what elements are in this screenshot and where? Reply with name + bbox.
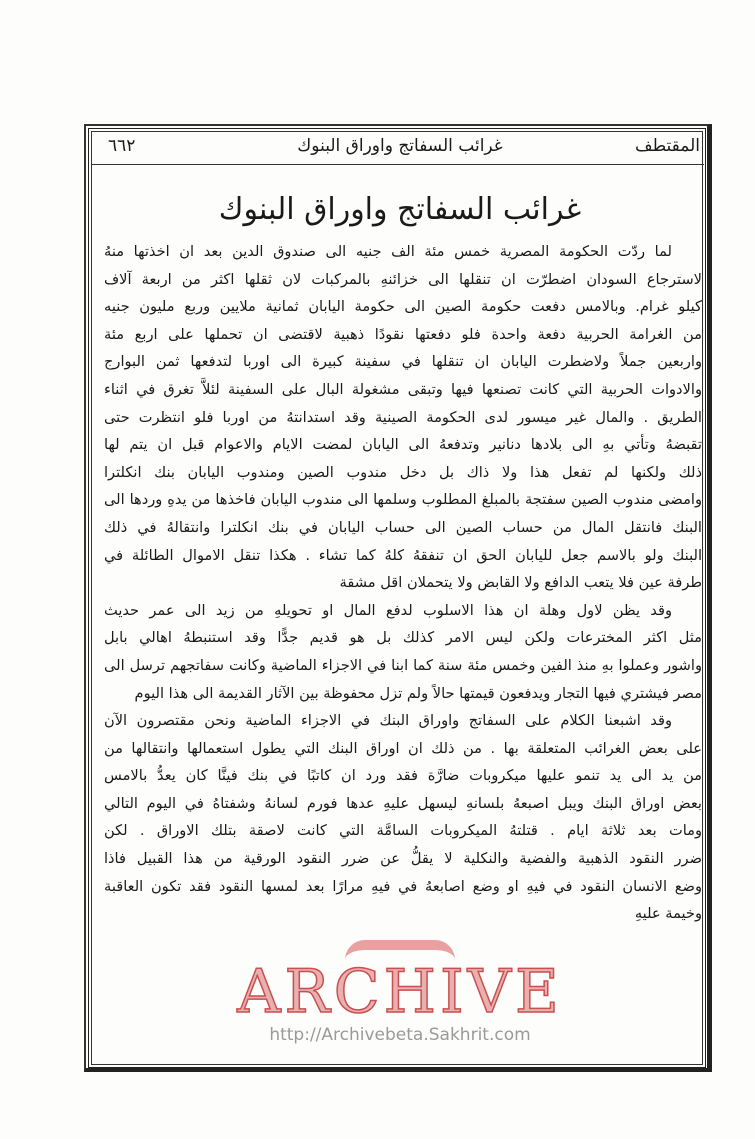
text-line: لاسترجاع السودان اضطرّت ان تنقلها الى خزائنهِ بالمركبات لان ثقلها اكثر من اربعة آلاف [104, 270, 702, 288]
text-line: من يد الى يد تنمو عليها ميكروبات ضارَّة فقد ورد ان كاتبًا في بنك فينَّا كان يعدُّ بالامس [104, 767, 702, 785]
text-line: وخيمة عليهِ [634, 905, 702, 923]
text-line: مثل اكثر المخترعات ولكن ليس الامر كذلك بل هو قديم جدًّا وقد استنبطهُ اهالي بابل [104, 629, 702, 647]
text-line: وقد يظن لاول وهلة ان هذا الاسلوب لدفع المال او تحويلهِ من زيد الى عمر حديث [104, 601, 672, 619]
text-line: على بعض الغرائب المتعلقة بها . من ذلك ان اوراق البنك التي يطول استعمالها وانتقالها من [104, 739, 702, 757]
article-body [104, 238, 702, 928]
text-line: وقد اشبعنا الكلام على السفاتج واوراق البنك في الاجزاء الماضية ونحن مقتصرون الآن [104, 712, 672, 730]
text-line: بعض اوراق البنك ويبل اصبعهُ بلسانهِ ليسهل عليهِ عدها فورم لسانهُ وشفتاهُ في اليوم التالي [104, 794, 702, 812]
text-line: ذلك ولكنها لم تفعل هذا ولا ذاك بل دخل مندوب الصين ومندوب اليابان بنك انكلترا [104, 463, 702, 481]
text-line: البنك فانتقل المال من حساب الصين الى حساب اليابان في بنك انكلترا وانتقالهُ في ذلك [104, 518, 702, 536]
page-number: ٦٦٢ [108, 136, 136, 156]
text-line: والادوات الحربية التي كانت تصنعها فيها وتبقى مشغولة البال على السفينة لئلاَّ تغرق في اثناء [104, 380, 702, 398]
text-line: لما ردّت الحكومة المصرية خمس مئة الف جنيه الى صندوق الدين بعد ان اخذتها منهُ [104, 243, 672, 260]
text-line: وامضى مندوب الصين سفتجة بالمبلغ المطلوب وسلمها الى مندوب اليابان فاخذها من يدهِ وردها الى [104, 491, 702, 509]
text-line: ضرر النقود الذهبية والفضية والنكلية لا يقلُّ عن ضرر النقود الورقية من هذا القبيل فاذا [104, 850, 702, 868]
text-line: وضع الانسان النقود في فيهِ او وضع اصابعهُ في فيهِ مرارًا بعد لمسها النقود فقد تكون العاقبة [104, 877, 702, 895]
text-line: واربعين جملاً ولاضطرت اليابان ان تنقلها في سفينة كبيرة الى اوربا لتدفعها ثمن البوارج [104, 353, 702, 371]
text-line: تقبضهُ وتأتي بهِ الى بلادها دنانير وتدفعهُ الى اليابان لمضت الايام والاعوام قبل ان يتم لها [104, 436, 702, 454]
text-line: مصر فيشتري فيها التجار ويدفعون قيمتها حالاً ولم تزل محفوظة بين الآثار القديمة الى هذا اليوم [134, 684, 702, 702]
text-line: من الغرامة الحربية دفعة واحدة فلو دفعتها نقودًا ذهبية لاقتضى ان تحملها على اربع مئة [104, 325, 702, 343]
running-title: غرائب السفاتج واوراق البنوك [297, 136, 503, 156]
journal-name: المقتطف [634, 136, 700, 156]
article-title: غرائب السفاتج واوراق البنوك [218, 192, 582, 227]
running-header [100, 134, 700, 160]
text-line: البنك ولو بالاسم جعل لليابان الحق ان تنفقهُ كلهُ كما تشاء . هكذا تنقل الاموال الطائلة في [104, 546, 702, 564]
text-line: كيلو غرام. وبالامس دفعت حكومة الصين الى حكومة اليابان ثمانية ملايين وربع مليون جنيه [104, 298, 702, 316]
header-rule [92, 164, 704, 165]
text-line: واشور وعملوا بهِ منذ الفين وخمس مئة سنة كما ابنا في الاجزاء الماضية وكانت سفاتجهم ترسل الى [104, 656, 702, 674]
text-line: طرفة عين فلا يتعب الدافع ولا القابض ولا يتحملان اقل مشقة [339, 574, 702, 592]
watermark-text: ARCHIVE [237, 957, 563, 1027]
text-line: ومات بعد ثلاثة ايام . قتلتهُ الميكروبات السامَّة التي كانت لاصقة بتلك الاوراق . لكن [104, 822, 702, 840]
watermark-url: http://Archivebeta.Sakhrit.com [269, 1025, 531, 1045]
text-line: الطريق . والمال غير ميسور لدى الحكومة الصينية وقد استدانتهُ من اوربا فلو انتظرت حتى [104, 408, 702, 426]
